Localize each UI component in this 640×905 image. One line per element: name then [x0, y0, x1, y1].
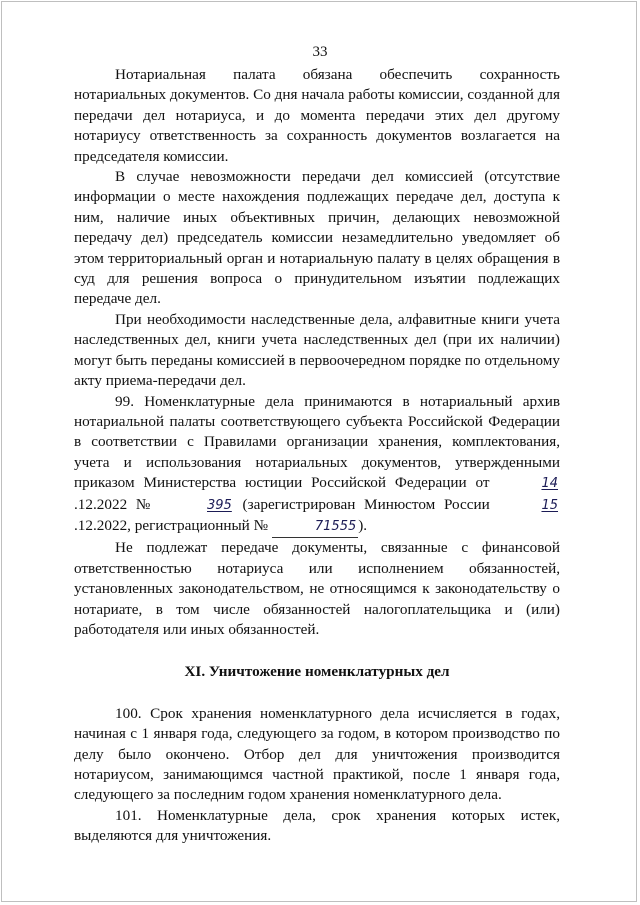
item-99-text: 99. Номенклатурные дела принимаются в нотариальный архив нотариальной палаты соответствующего субъекта Российской Федерации в соответствии с Правилами организации хранения, комплектования, учета и использования нотариальных документов, утвержденными приказом Министерства юстиции Российской Федерации от: [74, 392, 560, 492]
section-heading-xi: XI. Уничтожение номенклатурных дел: [184, 663, 450, 681]
paragraph-inheritance-cases: При необходимости наследственные дела, алфавитные книги учета наследственных дел, книги учета наследственных дел (при их наличии) могут быть переданы комиссией в первоочередном порядке по отдельному акту приема-передачи дел.: [74, 310, 560, 390]
handwritten-registration-number: 71555: [272, 517, 358, 538]
date-2-rest: .12.2022, регистрационный: [74, 516, 250, 534]
handwritten-order-number: 395: [207, 497, 232, 513]
registration-text: (зарегистрирован Минюстом России: [242, 495, 490, 513]
handwritten-day-2: 15: [541, 497, 559, 513]
paragraph-not-transferred-docs: Не подлежат передаче документы, связанные с финансовой ответственностью нотариуса или исполнением обязанностей, установленных законодательством, не относящимся к законодательству о нотариате, в том числе обязанностей налогоплательщика и (или) работодателя или иных обязанностей.: [74, 539, 560, 638]
paragraph-transfer-impossible: В случае невозможности передачи дел комиссией (отсутствие информации о месте нахождения подлежащих передаче дел, доступа к ним, наличие иных объективных причин, делающих невозможной передачу дел) председатель комиссии незамедлительно уведомляет об этом территориальный орган и нотариальную палату в целях обращения в суд для решения вопроса о принудительном изъятии подлежащих передаче дел.: [74, 168, 560, 308]
date-1-rest: .12.2022: [74, 495, 128, 513]
closing-parenthesis: ).: [358, 516, 368, 534]
paragraph-notary-chamber-duty: Нотариальная палата обязана обеспечить сохранность нотариальных документов. Со дня начала работы комиссии, созданной для передачи дел нотариуса, и до момента передачи этих дел другому нотариусу ответственность за сохранность документов возлагается на председателя комиссии.: [74, 66, 560, 165]
order-number-prefix: №: [135, 495, 156, 513]
registration-number-prefix: №: [253, 516, 269, 534]
paragraph-item-101: 101. Номенклатурные дела, срок хранения которых истек, выделяются для уничтожения.: [74, 806, 560, 845]
paragraph-item-99: [74, 392, 560, 539]
handwritten-day-1: 14: [541, 476, 559, 492]
document-body: [74, 65, 560, 847]
paragraph-item-100: 100. Срок хранения номенклатурного дела исчисляется в годах, начиная с 1 января года, следующего за годом, в котором производство по делу было окончено. Отбор дел для уничтожения производится нотариусом, занимающимся частной практикой, после 1 января года, следующего за последним годом хранения номенклатурного дела.: [74, 704, 560, 804]
page-number: 33: [312, 44, 328, 60]
